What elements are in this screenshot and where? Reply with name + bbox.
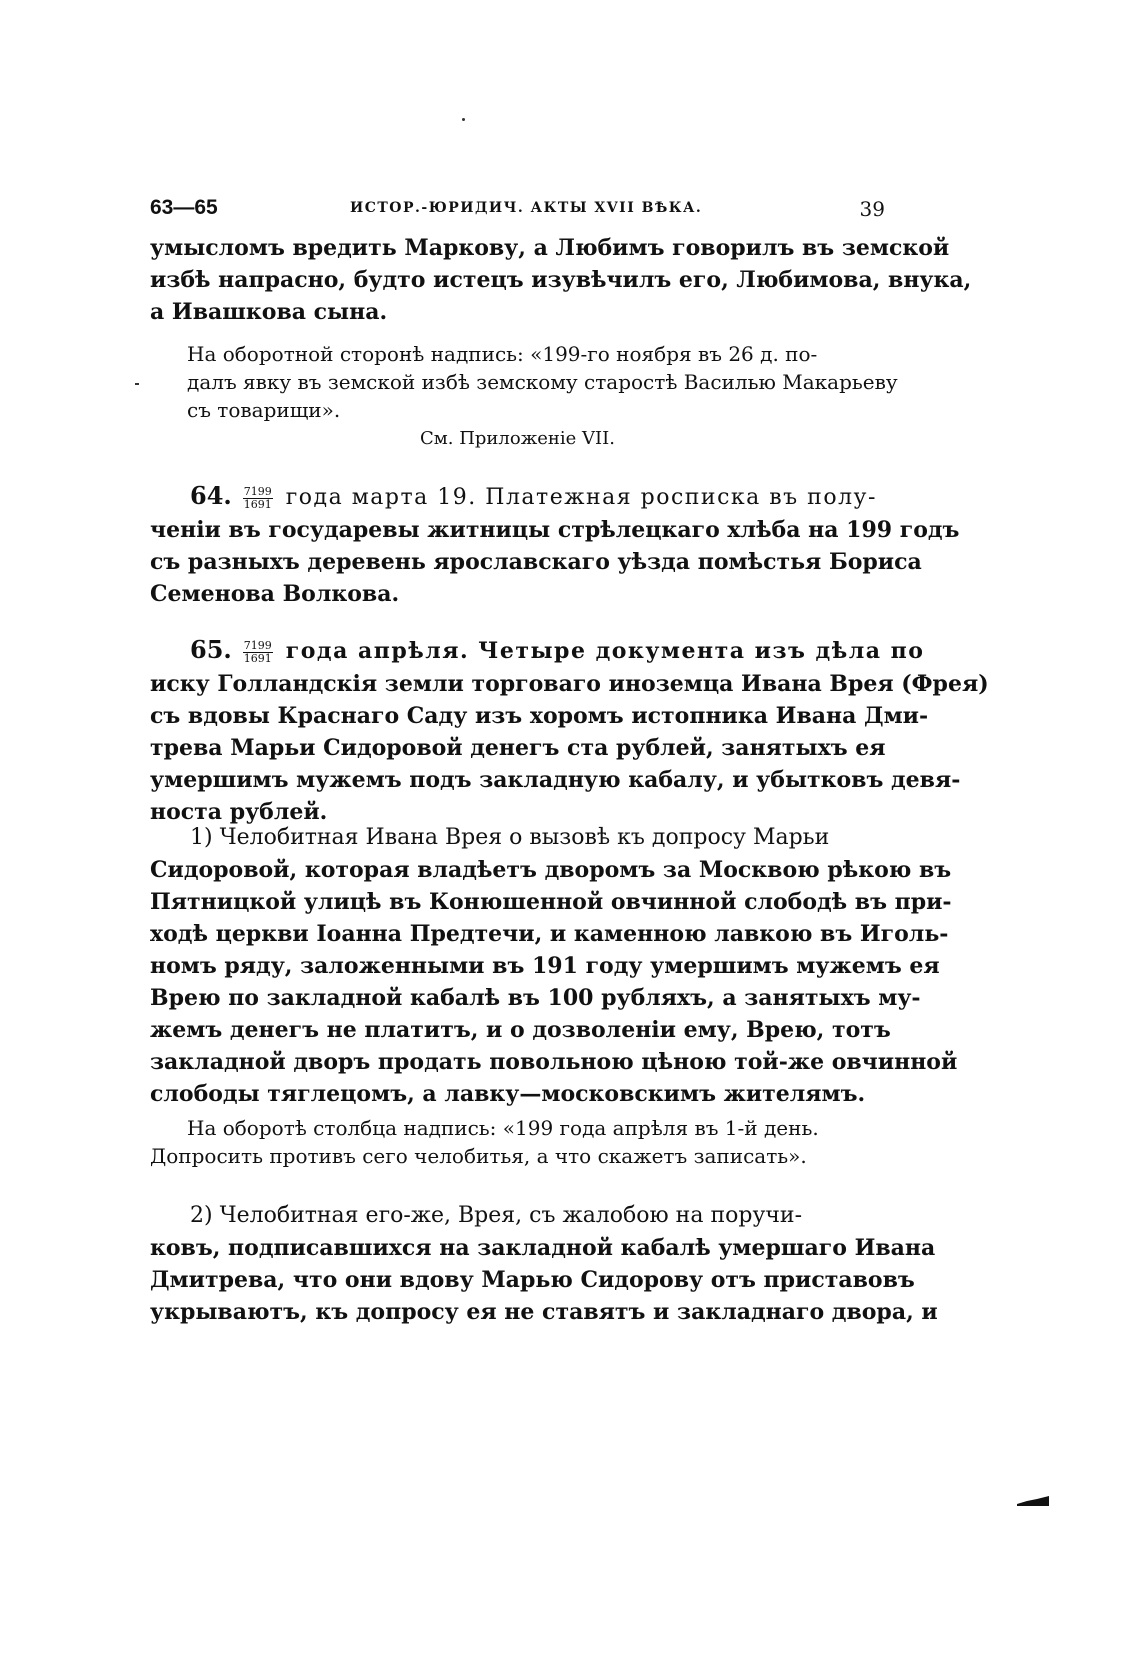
reverse-note-2: [150, 1114, 885, 1170]
text-line: слободы тяглецомъ, а лавку—московскимъ жителямъ.: [150, 1081, 866, 1107]
text-line: ходѣ церкви Іоанна Предтечи, и каменною лавкою въ Иголь-: [150, 921, 949, 947]
text-line: Пятницкой улицѣ въ Конюшенной овчинной слободѣ въ при-: [150, 889, 952, 915]
text-line: На оборотной сторонѣ надпись: «199-го ноября въ 26 д. по-: [187, 342, 818, 366]
text-line: избѣ напрасно, будто истецъ изувѣчилъ его, Любимова, внука,: [150, 267, 972, 293]
text-line: носта рублей.: [150, 799, 328, 825]
text-line: Сидоровой, которая владѣетъ дворомъ за Москвою рѣкою въ: [150, 857, 952, 883]
text-line: умершимъ мужемъ подъ закладную кабалу, и убытковъ девя-: [150, 767, 961, 793]
text-line: жемъ денегъ не платитъ, и о дозволеніи ему, Врею, тотъ: [150, 1017, 891, 1043]
doc-64-year: [243, 486, 273, 511]
text-line: съ товарищи».: [187, 398, 341, 422]
doc-64-number: 64.: [190, 481, 232, 510]
year-bottom: 1691: [243, 497, 272, 511]
text-line: укрываютъ, къ допросу ея не ставятъ и закладнаго двора, и: [150, 1299, 938, 1325]
running-header: [150, 196, 885, 226]
doc-64-title-start: года марта 19. Платежная росписка въ полу-: [285, 485, 877, 510]
text-line: ковъ, подписавшихся на закладной кабалѣ умершаго Ивана: [150, 1235, 936, 1261]
doc-65-first-line: [150, 634, 925, 668]
text-line: Врею по закладной кабалѣ въ 100 рубляхъ, а занятыхъ му-: [150, 985, 921, 1011]
doc-65-number: 65.: [190, 635, 232, 664]
document-65: [150, 634, 989, 828]
text-line: умысломъ вредить Маркову, а Любимъ говорилъ въ земской: [150, 235, 950, 261]
text-line: далъ явку въ земской избѣ земскому старостѣ Василью Макарьеву: [187, 370, 898, 394]
running-title: ИСТОР.-ЮРИДИЧ. АКТЫ XVII ВѢКА.: [350, 200, 703, 216]
text-line: трева Марьи Сидоровой денегъ ста рублей, занятыхъ ея: [150, 735, 886, 761]
margin-mark: [135, 383, 139, 385]
year-top: 7199: [243, 484, 272, 498]
document-range: 63—65: [150, 196, 218, 219]
text-line: Допросить противъ сего челобитья, а что скажетъ записать».: [150, 1144, 807, 1168]
text-line: 1) Челобитная Ивана Врея о вызовѣ къ допросу Марьи: [190, 825, 830, 850]
page-number: 39: [859, 197, 885, 221]
text-line: На оборотѣ столбца надпись: «199 года апрѣля въ 1-й день.: [187, 1116, 819, 1140]
page-edge-mark-icon: [1017, 1494, 1049, 1506]
year-bottom: 1691: [243, 651, 272, 665]
text-line: съ вдовы Краснаго Саду изъ хоромъ истопника Ивана Дми-: [150, 703, 929, 729]
text-line: иску Голландскія земли торговаго иноземца Ивана Врея (Фрея): [150, 671, 989, 697]
text-line: 2) Челобитная его-же, Врея, съ жалобою на поручи-: [190, 1203, 803, 1228]
doc-65-title-start: года апрѣля. Четыре документа изъ дѣла по: [285, 638, 925, 664]
print-speck: [462, 118, 465, 121]
year-top: 7199: [243, 638, 272, 652]
reverse-note-1: [187, 340, 898, 424]
intro-paragraph: [150, 232, 972, 328]
item-1-petition: [150, 822, 958, 1110]
document-64: [150, 480, 960, 610]
doc-64-first-line: [150, 480, 885, 514]
text-line: закладной дворъ продать повольною цѣною той-же овчинной: [150, 1049, 958, 1075]
see-appendix: См. Приложеніе VII.: [420, 428, 615, 449]
text-line: Семенова Волкова.: [150, 581, 400, 607]
text-line: номъ ряду, заложенными въ 191 году умершимъ мужемъ ея: [150, 953, 940, 979]
item-2-petition: [150, 1200, 938, 1328]
text-line: съ разныхъ деревень ярославскаго уѣзда помѣстья Бориса: [150, 549, 922, 575]
text-line: Дмитрева, что они вдову Марью Сидорову отъ приставовъ: [150, 1267, 915, 1293]
doc-65-year: [243, 640, 273, 665]
text-line: ченіи въ государевы житницы стрѣлецкаго хлѣба на 199 годъ: [150, 517, 960, 543]
text-line: а Ивашкова сына.: [150, 299, 388, 325]
